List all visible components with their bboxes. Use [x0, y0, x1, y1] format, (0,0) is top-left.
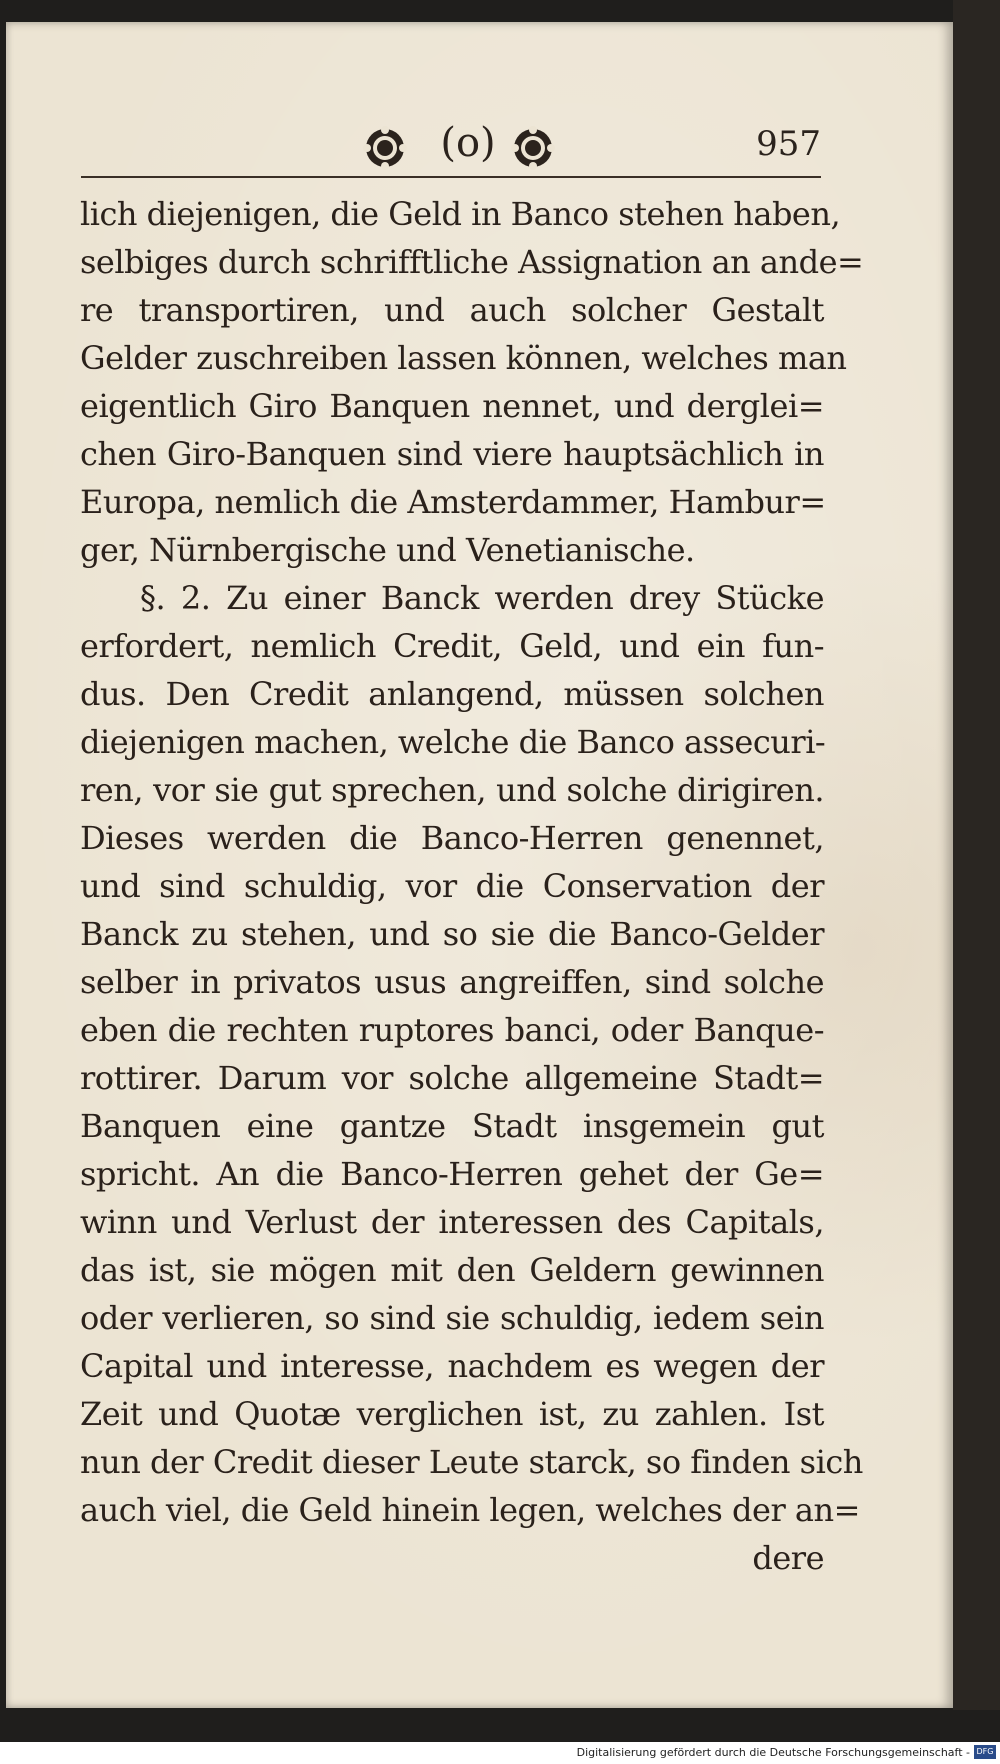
text-line: Zeit und Quotæ verglichen ist, zu zahlen. Ist	[80, 1395, 824, 1433]
text-line: selbiges durch schrifftliche Assignation an ande=	[80, 243, 864, 281]
page-edge-shadow	[953, 0, 1000, 1710]
text-line: Capital und interesse, nachdem es wegen der	[80, 1347, 824, 1385]
text-line: Dieses werden die Banco-Herren genennet,	[80, 819, 824, 857]
text-line: spricht. An die Banco-Herren gehet der Ge=	[80, 1155, 824, 1193]
text-line: re transportiren, und auch solcher Gestalt	[80, 291, 824, 329]
dfg-logo: DFG	[974, 1745, 996, 1759]
text-line: Banck zu stehen, und so sie die Banco-Gelder	[80, 915, 824, 953]
text-line: lich diejenigen, die Geld in Banco stehen haben,	[80, 195, 841, 233]
text-line: Gelder zuschreiben lassen können, welches man	[80, 339, 847, 377]
page-number: 957	[756, 124, 821, 164]
paragraph-start-line: §. 2. Zu einer Banck werden drey Stücke	[140, 579, 824, 617]
text-line: dus. Den Credit anlangend, müssen solchen	[80, 675, 824, 713]
text-line: diejenigen machen, welche die Banco assecuri-	[80, 723, 826, 761]
text-line: eben die rechten ruptores banci, oder Banque-	[80, 1011, 824, 1049]
digitization-credit: Digitalisierung gefördert durch die Deutsche Forschungsgemeinschaft -	[576, 1746, 970, 1759]
text-line: und sind schuldig, vor die Conservation der	[80, 867, 824, 905]
text-line: eigentlich Giro Banquen nennet, und derglei=	[80, 387, 824, 425]
text-line: Europa, nemlich die Amsterdammer, Hambur=	[80, 483, 826, 521]
text-line: ren, vor sie gut sprechen, und solche dirigiren.	[80, 771, 824, 809]
rosette-ornament-icon	[363, 126, 407, 170]
text-line: nun der Credit dieser Leute starck, so finden sich	[80, 1443, 863, 1481]
text-line: selber in privatos usus angreiffen, sind solche	[80, 963, 824, 1001]
rosette-ornament-icon	[511, 126, 555, 170]
text-line: winn und Verlust der interessen des Capitals,	[80, 1203, 824, 1241]
body-text	[80, 190, 864, 1582]
header-rule	[81, 176, 821, 178]
text-line: auch viel, die Geld hinein legen, welches der an=	[80, 1491, 860, 1529]
running-head: (o)	[440, 120, 496, 166]
catchword: dere	[752, 1539, 824, 1577]
text-line: rottirer. Darum vor solche allgemeine Stadt=	[80, 1059, 824, 1097]
text-line: chen Giro-Banquen sind viere hauptsächlich in	[80, 435, 824, 473]
text-line: Banquen eine gantze Stadt insgemein gut	[80, 1107, 824, 1145]
text-line: ger, Nürnbergische und Venetianische.	[80, 531, 695, 569]
text-line: erfordert, nemlich Credit, Geld, und ein fun-	[80, 627, 824, 665]
text-line: das ist, sie mögen mit den Geldern gewinnen	[80, 1251, 824, 1289]
page-header	[81, 120, 821, 180]
text-line: oder verlieren, so sind sie schuldig, iedem sein	[80, 1299, 824, 1337]
book-page	[6, 22, 953, 1708]
